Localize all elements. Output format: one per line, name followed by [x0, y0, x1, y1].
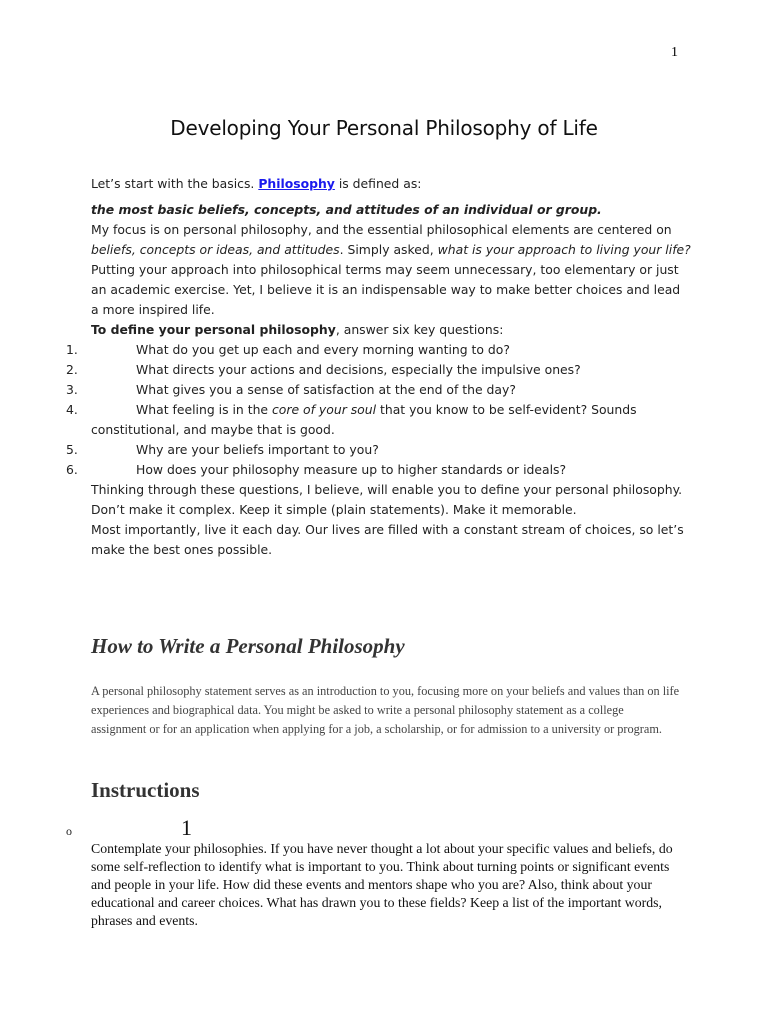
step-text: Contemplate your philosophies. If you have never thought a lot about your specific values and beliefs, do some self-reflection to identify what is important to you. Think about turning points or significant events and people in your life. How did these events and mentors shape who you are? Also, think about your educational and career choices. What has drawn you to these fields? Keep a list of the important words, phrases and events.	[91, 841, 673, 928]
question-text-part: that you know to be self-evident? Sounds	[376, 402, 637, 417]
question-number: 5.	[66, 442, 78, 457]
question-item	[66, 400, 691, 440]
step-number: 1	[181, 815, 192, 840]
question-text	[91, 400, 691, 420]
intro-text-end: is defined as:	[334, 176, 422, 191]
intro-text: Let’s start with the basics.	[91, 176, 259, 191]
focus-text-2: . Simply asked,	[339, 242, 438, 257]
question-item	[66, 360, 691, 380]
question-item	[66, 460, 691, 480]
question-number: 4.	[66, 402, 78, 417]
question-number: 3.	[66, 382, 78, 397]
section-paragraph: A personal philosophy statement serves as an introduction to you, focusing more on your beliefs and values than on life experiences and biographical data. You might be asked to write a personal philosophy statement as a college assignment or for an application when applying for a job, a scholarship, or for admission to a university or program.	[91, 684, 680, 736]
focus-paragraph	[91, 220, 691, 260]
question-number: 6.	[66, 462, 78, 477]
document-title: Developing Your Personal Philosophy of Life	[170, 116, 598, 140]
define-bold: To define your personal philosophy	[91, 322, 336, 337]
closing-paragraph: Thinking through these questions, I believe, will enable you to define your personal philosophy. Don’t make it complex. Keep it simple (plain statements). Make it memorable.	[91, 482, 683, 517]
putting-paragraph: Putting your approach into philosophical terms may seem unnecessary, too elementary or just an academic exercise. Yet, I believe it is an indispensable way to make better choices and lead a more inspired life.	[91, 262, 681, 317]
question-item	[66, 380, 691, 400]
question-text: What gives you a sense of satisfaction at the end of the day?	[136, 382, 516, 397]
define-rest: , answer six key questions:	[335, 322, 504, 337]
question-continuation: constitutional, and maybe that is good.	[91, 422, 335, 437]
question-text: What do you get up each and every morning wanting to do?	[136, 342, 510, 357]
focus-question: what is your approach to living your life?	[437, 242, 691, 257]
page-number: 1	[671, 45, 678, 60]
focus-text: My focus is on personal philosophy, and the essential philosophical elements are centered on	[91, 222, 672, 237]
intro-line	[91, 174, 691, 194]
define-line	[91, 320, 691, 340]
closing-paragraph: Most importantly, live it each day. Our lives are filled with a constant stream of choices, so let’s make the best ones possible.	[91, 522, 684, 557]
question-text-part: What feeling is in the	[136, 402, 272, 417]
intro-section	[66, 174, 691, 560]
section-heading: How to Write a Personal Philosophy	[91, 634, 405, 658]
question-text: Why are your beliefs important to you?	[136, 442, 379, 457]
definition-text: the most basic beliefs, concepts, and attitudes of an individual or group.	[91, 202, 602, 217]
question-item	[66, 340, 691, 360]
philosophy-link[interactable]: Philosophy	[258, 176, 335, 191]
list-bullet: o	[66, 824, 72, 838]
question-text: How does your philosophy measure up to higher standards or ideals?	[136, 462, 567, 477]
focus-italic: beliefs, concepts or ideas, and attitudes	[91, 242, 340, 257]
question-item	[66, 440, 691, 460]
question-number: 1.	[66, 342, 78, 357]
instructions-heading: Instructions	[91, 778, 200, 802]
question-italic: core of your soul	[272, 402, 377, 417]
question-text: What directs your actions and decisions, especially the impulsive ones?	[136, 362, 581, 377]
question-number: 2.	[66, 362, 78, 377]
